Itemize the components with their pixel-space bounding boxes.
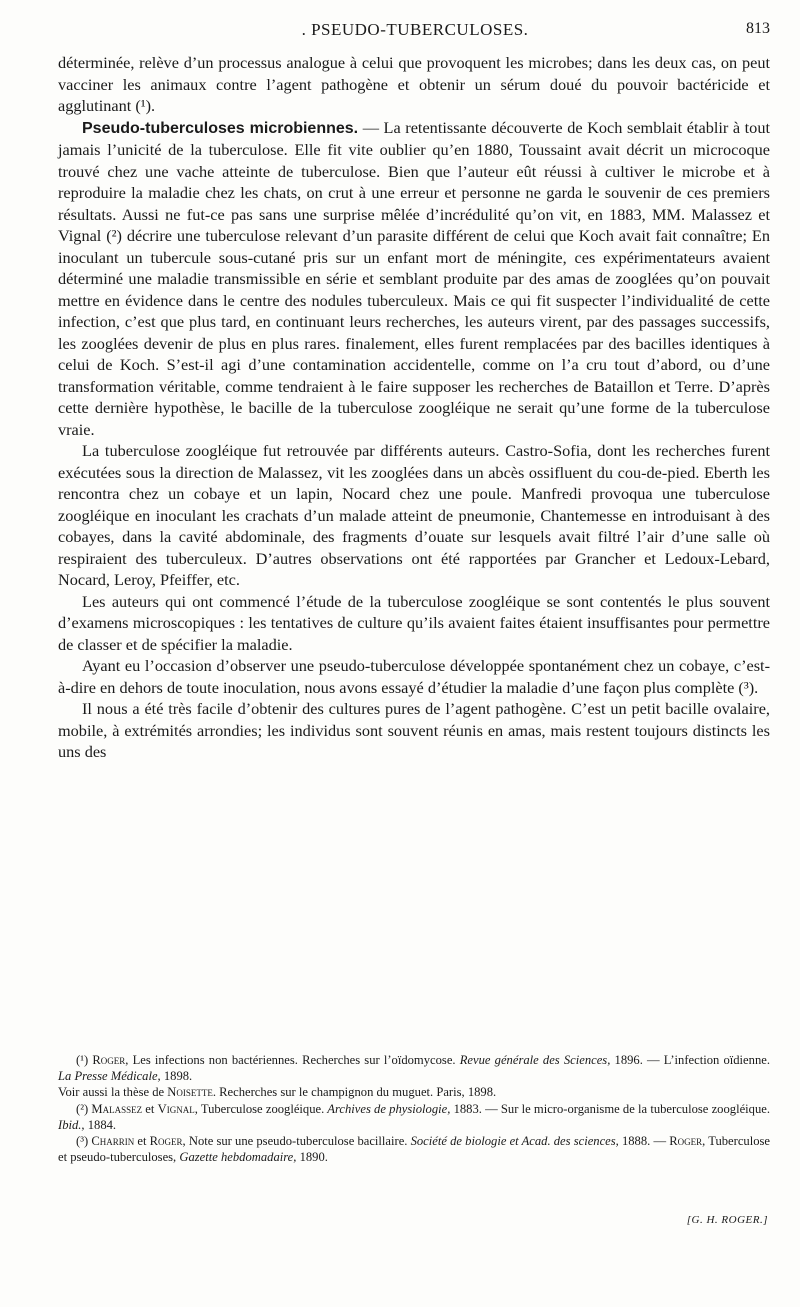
footnote-text: et (142, 1101, 158, 1116)
footnotes (58, 1052, 770, 1165)
footnote-2 (58, 1101, 770, 1133)
page-number: 813 (746, 20, 770, 37)
footnote-text: Note sur une pseudo-tuberculose bacillaire. (185, 1134, 408, 1149)
footnote-journal: La Presse Médicale, (58, 1069, 161, 1084)
paragraph: Les auteurs qui ont commencé l’étude de la tuberculose zoogléique se sont contentés le plus souvent d’examens microscopiques : les tentatives de culture qu’ils avaient faites étaient insuffisantes pour permettre de classer et de spécifier la maladie. (58, 591, 770, 654)
page-header (60, 20, 770, 46)
footnote-author: Charrin (91, 1134, 135, 1149)
footnote-journal: Ibid., (58, 1117, 85, 1132)
footnote-text: 1883. — Sur le micro-organisme de la tuberculose zoogléique. (450, 1101, 770, 1116)
footnote-journal: Gazette hebdomadaire, (176, 1150, 297, 1165)
footnote-text: 1890. (296, 1150, 328, 1165)
footnote-text: Recherches sur le champignon du muguet. Paris, 1898. (216, 1085, 497, 1100)
paragraph: Ayant eu l’occasion d’observer une pseudo-tuberculose développée spontanément chez un cobaye, c’est-à-dire en dehors de toute inoculation, nous avons essayé d’étudier la maladie d’une façon plus complète (³). (58, 656, 770, 697)
footnote-journal: Société de biologie et Acad. des sciences, (407, 1134, 619, 1149)
footnote-marker: (²) (76, 1101, 89, 1116)
footnote-author: Malassez (91, 1101, 143, 1116)
footnote-author: Roger, (669, 1134, 706, 1149)
footnote-text: Voir aussi la thèse de (58, 1085, 168, 1100)
footnote-text: 1898. (160, 1069, 193, 1084)
footnote-marker: (³) (76, 1134, 89, 1149)
footnote-author: Noisette. (167, 1085, 216, 1100)
footnote-text: 1888. — (618, 1134, 670, 1149)
footnote-text: Les infections non bactériennes. Recherches sur l’oïdomycose. (128, 1053, 456, 1067)
body-text (58, 52, 770, 763)
footnote-author: Vignal, (157, 1101, 198, 1116)
footnote-author: Roger, (149, 1134, 186, 1149)
section-paragraph (58, 117, 770, 441)
footnote-journal: Revue générale des Sciences, (455, 1053, 611, 1067)
footnote-author: Roger, (92, 1053, 129, 1067)
paragraph: déterminée, relève d’un processus analogue à celui que provoquent les microbes; dans les deux cas, on peut vacciner les animaux contre l’agent pathogène et obtenir un sérum doué du pouvoir bactéricide et agglutinant (¹). (58, 53, 770, 115)
author-signature: [G. H. ROGER.] (686, 1214, 768, 1226)
section-body: — La retentissante découverte de Koch semblait établir à tout jamais l’unicité de la tuberculose. Elle fit vite oublier qu’en 1880, Toussaint avait décrit un microcoque trouvé chez une vache atteinte de tuberculose. Bien que l’auteur eût réussi à cultiver le microbe et à reproduire la maladie chez les chats, on crut à une erreur et personne ne garda le souvenir de ces premiers résultats. Aussi ne fut-ce pas sans une surprise mêlée d’incrédulité qu’on vit, en 1883, MM. Malassez et Vignal (²) décrire une tuberculose relevant d’un parasite différent de celui que Koch avait fait connaître; En inoculant un tubercule sous-cutané pris sur un enfant mort de méningite, ces expérimentateurs avaient déterminé une maladie transmissible en série et semblant produite par des amas de zooglées qu’on pouvait mettre en évidence dans le centre des nodules tuberculeux. Mais ce qui fit suspecter l’individualité de cette infection, c’est que plus tard, en continuant leurs recherches, les auteurs virent, par des passages successifs, les zooglées devenir de plus en plus rares. finalement, elles furent remplacées par des bacilles identiques à celui de Koch. S’est-il agi d’une contamination accidentelle, comme on l’a cru tout d’abord, ou d’une transformation véritable, comme tendraient à le faire supposer les recherches de Bataillon et Terre. D’après cette dernière hypothèse, le bacille de la tuberculose zoogléique ne serait qu’une forme de la tuberculose vraie. (58, 117, 770, 439)
footnote-3 (58, 1133, 770, 1165)
running-title: . PSEUDO-TUBERCULOSES. (301, 20, 529, 39)
footnote-text: 1896. — L’infection oïdienne. (610, 1053, 770, 1067)
footnote-text: 1884. (84, 1117, 117, 1132)
footnote-1-continuation (58, 1084, 770, 1100)
footnote-marker: (¹) (76, 1053, 89, 1067)
paragraph: La tuberculose zoogléique fut retrouvée par différents auteurs. Castro-Sofia, dont les recherches furent exécutées sous la direction de Malassez, vit les zooglées dans un abcès ossifluent du cou-de-pied. Eberth les rencontra chez un cobaye et un lapin, Nocard chez une poule. Manfredi provoqua une tuberculose zoogléique en inoculant les crachats d’un malade atteint de pneumonie, Chantemesse en introduisant à des cobayes, dans la cavité abdominale, des fragments d’ouate sur lesquels avait filtré l’air d’une salle où respiraient des tuberculeux. D’autres observations ont été rapportées par Grancher et Ledoux-Lebard, Nocard, Leroy, Pfeiffer, etc. (58, 441, 770, 589)
footnote-journal: Archives de physiologie, (324, 1101, 451, 1116)
footnote-text: Tuberculose zoogléique. (197, 1101, 325, 1116)
footnote-1 (58, 1052, 770, 1084)
section-heading: Pseudo-tuberculoses microbiennes. (82, 119, 359, 137)
paragraph: Il nous a été très facile d’obtenir des cultures pures de l’agent pathogène. C’est un petit bacille ovalaire, mobile, à extrémités arrondies; les individus sont souvent réunis en amas, mais restent toujours distincts les uns des (58, 699, 770, 761)
footnote-text: et (134, 1134, 150, 1149)
footnote-text: Tuberculose et pseudo-tuberculoses, (58, 1134, 770, 1165)
